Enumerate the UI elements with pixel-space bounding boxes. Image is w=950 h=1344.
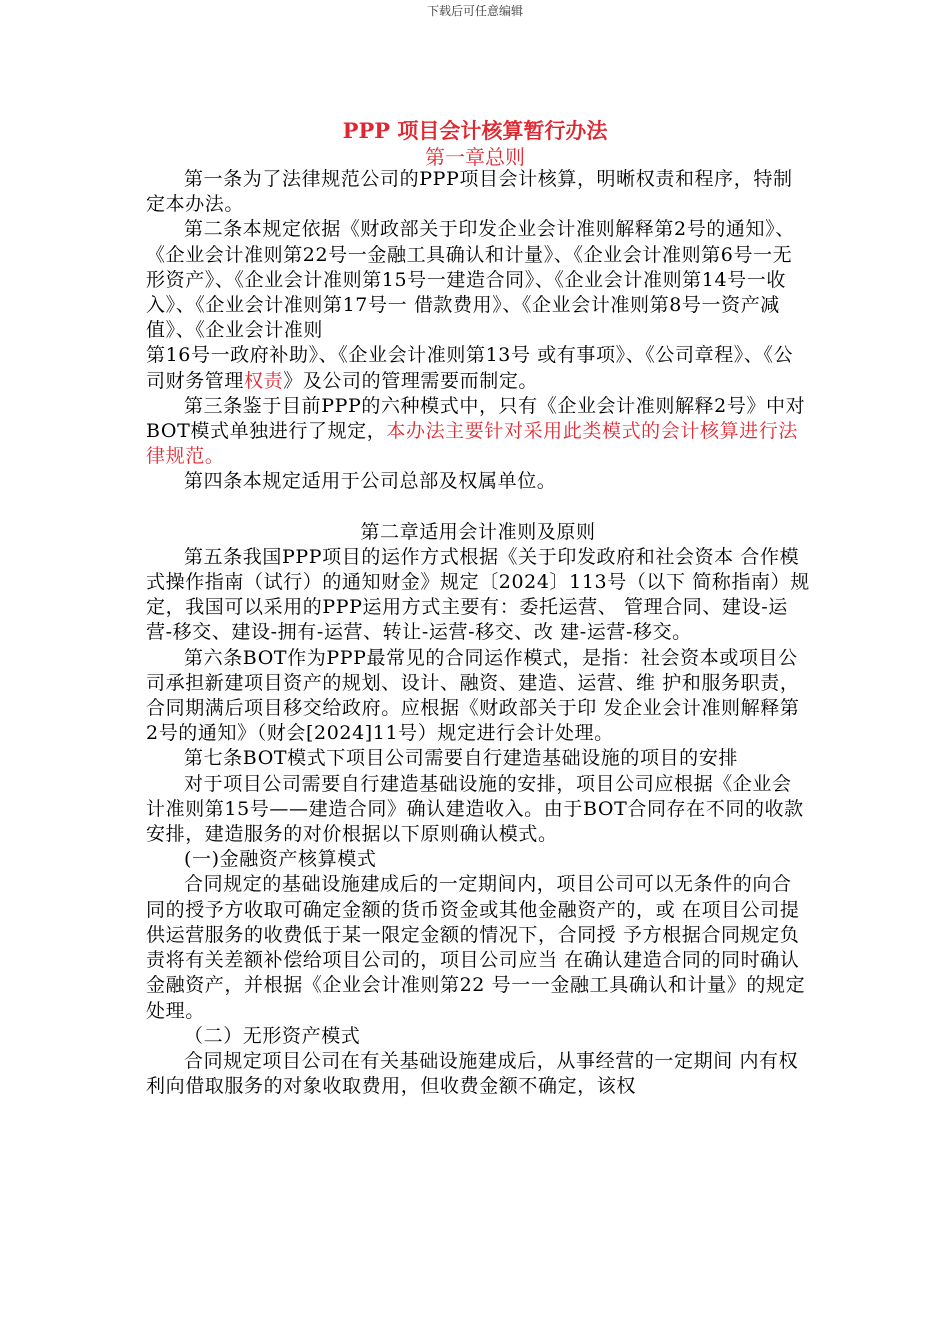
page-header-note: 下载后可任意编辑 [426, 4, 523, 18]
article-4: 第四条本规定适用于公司总部及权属单位。 [184, 470, 557, 493]
article-7: 第七条BOT模式下项目公司需要自行建造基础设施的项目的安排 [184, 747, 738, 770]
article-2-text: 第16号一政府补助》、《企业会计准则第13号 或有事项》、《公司章程》、《公司财务管理 [146, 344, 794, 392]
article-2-continued [146, 343, 810, 393]
chapter-1-heading: 第一章总则 [425, 145, 525, 169]
document-body [146, 167, 810, 1099]
document-title: PPP 项目会计核算暂行办法 [342, 118, 608, 143]
section-1-paragraph: 合同规定的基础设施建成后的一定期间内，项目公司可以无条件的向合同的授予方收取可确定金额的货币资金或其他金融资产的，或 在项目公司提供运营服务的收费低于某一限定金额的情况下，合同授 予方根据合同规定负责将有关差额补偿给项目公司的，项目公司应当 在确认建造合同的同时确认金融资产，并根据《企业会计准则第22 号一一金融工具确认和计量》的规定处理。 [146, 873, 806, 1022]
article-3-highlight: 本办法主要针对采用此类模式的会计核算进行法律规范。 [146, 420, 798, 468]
article-2: 第二条本规定依据《财政部关于印发企业会计准则解释第2号的通知》、《企业会计准则第22号一金融工具确认和计量》、《企业会计准则第6号一无形资产》、《企业会计准则第15号一建造合同》、《企业会计准则第14号一收入》、《企业会计准则第17号一 借款费用》、《企业会计准则第8号一资产减值》、《企业会计准则 [146, 218, 795, 342]
section-2-title: （二）无形资产模式 [184, 1024, 361, 1047]
article-2-text-end: 》及公司的管理需要而制定。 [283, 369, 539, 392]
article-1: 第一条为了法律规范公司的PPP项目会计核算，明晰权责和程序，特制定本办法。 [146, 168, 793, 216]
article-7-paragraph: 对于项目公司需要自行建造基础设施的安排，项目公司应根据《企业会计准则第15号——建造合同》确认建造收入。由于BOT合同存在不同的收款安排，建造服务的对价根据以下原则确认模式。 [146, 772, 804, 846]
section-1-title: (一)金融资产核算模式 [184, 848, 377, 871]
article-6: 第六条BOT作为PPP最常见的合同运作模式，是指：社会资本或项目公司承担新建项目资产的规划、设计、融资、建造、运营、维 护和服务职责，合同期满后项目移交给政府。应根据《财政部关于印 发企业会计准则解释第2号的通知》（财会[2024]11号）规定进行会计处理。 [146, 646, 800, 745]
section-2-paragraph: 合同规定项目公司在有关基础设施建成后，从事经营的一定期间 内有权利向借取服务的对象收取费用，但收费金额不确定，该权 [146, 1049, 799, 1098]
article-3-text: 第三条鉴于目前PPP的六种模式中，只有《企业会计准则解释2号》中对BOT模式单独进行了规定， [146, 394, 806, 443]
chapter-2-heading: 第二章适用会计准则及原则 [360, 520, 596, 543]
article-5: 第五条我国PPP项目的运作方式根据《关于印发政府和社会资本 合作模式操作指南（试行）的通知财金》规定〔2024〕113号（以下 简称指南）规定，我国可以采用的PPP运用方式主要有：委托运营、 管理合同、建设-运营-移交、建设-拥有-运营、转让-运营-移交、改 建-运营-移交。 [146, 545, 810, 644]
article-2-highlight: 权责 [244, 369, 284, 392]
article-3 [146, 394, 810, 470]
